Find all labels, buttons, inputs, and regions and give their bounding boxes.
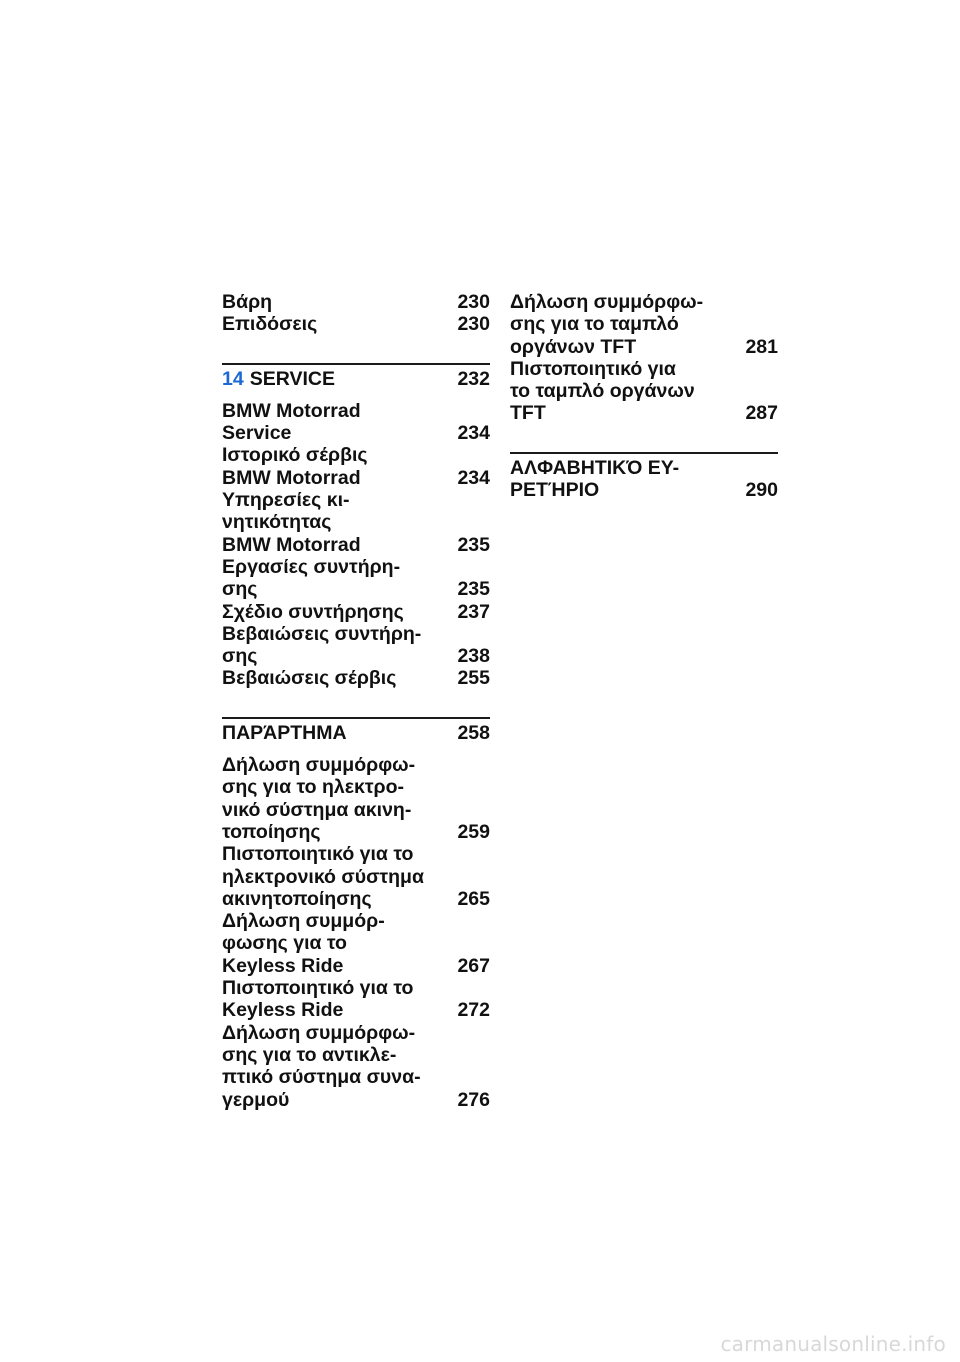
toc-entry-title: Πιστοποιητικό για το ταμπλό οργάνων TFT [510,357,695,425]
toc-entry[interactable] [222,667,490,689]
toc-entry-page: 259 [457,820,490,843]
toc-section-heading[interactable] [222,363,490,390]
section-heading-page: 290 [745,479,778,502]
toc-entry-page: 237 [457,600,490,623]
toc-entry-title: Επιδόσεις [222,313,318,336]
toc-entry-title: Δήλωση συμμόρφω- σης για το ηλεκτρο- νικό σύστημα ακινη- τοποίησης [222,754,416,843]
toc-entry-title: Πιστοποιητικό για το ηλεκτρονικό σύστημα ακινητοποίησης [222,843,424,910]
toc-entry-title: Δήλωση συμμόρφω- σης για το αντικλε- πτικό σύστημα συνα- γερμού [222,1021,421,1111]
toc-entry[interactable] [222,623,490,668]
toc-entry-page: 234 [457,422,490,445]
toc-section-service [222,363,490,690]
toc-entry-page: 238 [457,645,490,668]
toc-entry[interactable] [222,489,490,556]
toc-entry-title: Βάρη [222,291,273,313]
toc-entry-page: 230 [457,313,490,336]
toc-entry[interactable] [222,291,490,313]
toc-entry[interactable] [222,754,490,843]
toc-entry[interactable] [510,291,778,358]
toc-entry[interactable] [222,977,490,1022]
toc-entry-title: Δήλωση συμμόρ- φωσης για το Keyless Ride [222,910,385,977]
toc-section-appendix [222,717,490,1111]
toc-entry[interactable] [222,1022,490,1111]
toc-entry-page: 276 [457,1088,490,1111]
toc-entry[interactable] [222,400,490,445]
watermark: carmanualsonline.info [720,1332,946,1356]
toc-right-column [510,291,778,511]
toc-section-index [510,452,778,502]
toc-entry[interactable] [222,910,490,977]
toc-entry-title: Ιστορικό σέρβις BMW Motorrad [222,444,368,489]
toc-left-column [222,291,490,1111]
toc-entry-title: Υπηρεσίες κι- νητικότητας BMW Motorrad [222,489,361,556]
toc-entry-page: 287 [745,402,778,425]
section-heading-title: ΑΛΦΑΒΗΤΙΚΌ ΕΥ- ΡΕΤΉΡΙΟ [510,456,680,502]
toc-entry[interactable] [222,556,490,601]
toc-section-heading[interactable] [222,717,490,744]
section-heading-page: 258 [457,721,490,744]
toc-entry-page: 230 [457,291,490,313]
toc-section-heading[interactable] [510,452,778,502]
toc-entry-page: 235 [457,578,490,601]
toc-entry-page: 235 [457,533,490,556]
toc-entry-title: BMW Motorrad Service [222,399,361,445]
toc-entry[interactable] [510,358,778,425]
toc-entry-page: 234 [457,466,490,489]
toc-entry-page: 267 [457,954,490,977]
toc-entry-page: 265 [457,887,490,910]
chapter-number: 14 [222,367,244,390]
toc-entry[interactable] [222,313,490,335]
section-heading-page: 232 [457,367,490,390]
toc-entry-title: Σχέδιο συντήρησης [222,600,404,623]
section-heading-title: ΠΑΡΆΡΤΗΜΑ [222,721,347,744]
toc-entry-title: Βεβαιώσεις σέρβις [222,667,397,690]
toc-entry[interactable] [222,601,490,623]
toc-entry-page: 272 [457,999,490,1022]
section-heading-title: SERVICE [249,367,335,390]
toc-entry-page: 281 [745,335,778,358]
toc-entry[interactable] [222,843,490,910]
toc-entry-title: Βεβαιώσεις συντήρη- σης [222,622,422,668]
toc-entry-title: Εργασίες συντήρη- σης [222,555,401,601]
toc-entry-page: 255 [457,667,490,690]
toc-entry-title: Πιστοποιητικό για το Keyless Ride [222,977,414,1022]
toc-entry-title: Δήλωση συμμόρφω- σης για το ταμπλό οργάνων TFT [510,291,704,358]
toc-entry[interactable] [222,444,490,489]
